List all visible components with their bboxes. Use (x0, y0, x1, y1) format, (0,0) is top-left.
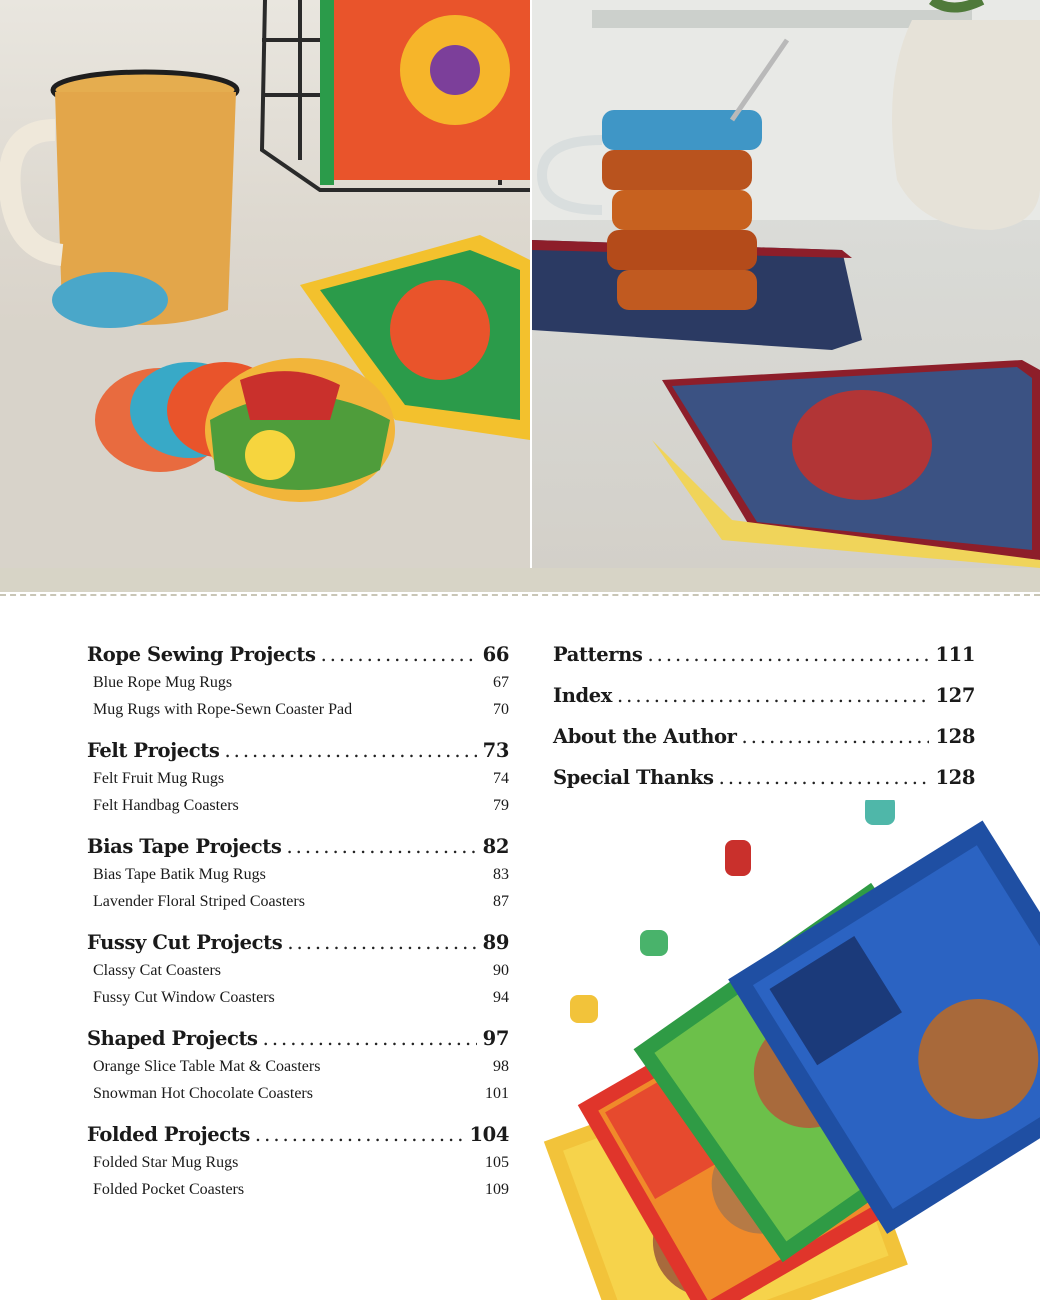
toc-entry-label: Bias Tape Batik Mug Rugs (93, 866, 266, 883)
dot-leader (263, 1024, 477, 1053)
toc-section (87, 928, 509, 1011)
toc-entry-page: 83 (493, 866, 509, 883)
toc-section (87, 640, 509, 723)
toc-entry[interactable] (87, 957, 509, 984)
dot-leader (742, 722, 930, 751)
toc-entry-label: Felt Handbag Coasters (93, 797, 239, 814)
toc-entry-page: 74 (493, 770, 509, 787)
toc-entry-page: 109 (485, 1181, 509, 1198)
toc-section-title: Index (553, 684, 612, 707)
toc-entry[interactable] (87, 792, 509, 819)
toc-section-heading[interactable] (87, 736, 509, 765)
toc-entry-page: 105 (485, 1154, 509, 1171)
toc-entry[interactable] (87, 1176, 509, 1203)
dot-leader (617, 681, 930, 710)
toc-entry-label: Blue Rope Mug Rugs (93, 674, 233, 691)
toc-section-title: About the Author (553, 725, 737, 748)
toc-section-heading[interactable] (87, 1024, 509, 1053)
toc-entry-label: Mug Rugs with Rope-Sewn Coaster Pad (93, 701, 353, 718)
toc-entry-label: Folded Star Mug Rugs (93, 1154, 239, 1171)
toc-entry-label: Folded Pocket Coasters (93, 1181, 245, 1198)
toc-entry[interactable] (87, 1053, 509, 1080)
toc-entry[interactable] (87, 669, 509, 696)
dot-leader (321, 640, 477, 669)
toc-entry-label: Lavender Floral Striped Coasters (93, 893, 305, 910)
toc-entry-label: Orange Slice Table Mat & Coasters (93, 1058, 321, 1075)
toc-section (87, 832, 509, 915)
toc-section-heading[interactable] (87, 1120, 509, 1149)
toc-section (87, 1024, 509, 1107)
toc-section-title: Rope Sewing Projects (87, 643, 316, 666)
photo-denim-coasters (532, 0, 1040, 568)
toc-entry-page: 79 (493, 797, 509, 814)
toc-section-heading[interactable] (553, 681, 975, 710)
toc-entry-page: 87 (493, 893, 509, 910)
toc-section-title: Shaped Projects (87, 1027, 258, 1050)
toc-section-page: 128 (935, 766, 975, 789)
divider-band (0, 568, 1040, 592)
toc-section-page: 97 (482, 1027, 509, 1050)
toc-right-column (553, 640, 975, 804)
toc-section-heading[interactable] (553, 763, 975, 792)
toc-entry-label: Classy Cat Coasters (93, 962, 221, 979)
photo-patchwork-coasters (500, 800, 1040, 1300)
toc-entry-label: Snowman Hot Chocolate Coasters (93, 1085, 313, 1102)
toc-entry-page: 70 (493, 701, 509, 718)
toc-entry-label: Felt Fruit Mug Rugs (93, 770, 225, 787)
toc-section-heading[interactable] (553, 640, 975, 669)
dot-leader (719, 763, 930, 792)
toc-section-heading[interactable] (87, 928, 509, 957)
toc-entry[interactable] (87, 1080, 509, 1107)
toc-section-title: Special Thanks (553, 766, 714, 789)
toc-section-heading[interactable] (87, 640, 509, 669)
toc-left-column (87, 640, 509, 1216)
toc-entry-page: 101 (485, 1085, 509, 1102)
toc-entry[interactable] (87, 1149, 509, 1176)
toc-section-page: 82 (482, 835, 509, 858)
toc-section-page: 111 (935, 643, 975, 666)
dot-leader (255, 1120, 464, 1149)
toc-section-title: Patterns (553, 643, 643, 666)
toc-section-page: 127 (935, 684, 975, 707)
toc-entry-label: Fussy Cut Window Coasters (93, 989, 275, 1006)
toc-entry[interactable] (87, 861, 509, 888)
toc-section-page: 89 (482, 931, 509, 954)
toc-entry-page: 90 (493, 962, 509, 979)
toc-section-title: Fussy Cut Projects (87, 931, 283, 954)
toc-entry[interactable] (87, 696, 509, 723)
toc-entry-page: 67 (493, 674, 509, 691)
dot-leader (647, 640, 929, 669)
toc-entry[interactable] (87, 888, 509, 915)
toc-section-page: 66 (482, 643, 509, 666)
dot-leader (287, 928, 476, 957)
toc-section-page: 104 (469, 1123, 509, 1146)
toc-section-heading[interactable] (553, 722, 975, 751)
toc-section-title: Bias Tape Projects (87, 835, 282, 858)
toc-entry[interactable] (87, 984, 509, 1011)
toc-section-page: 73 (482, 739, 509, 762)
toc-section (87, 736, 509, 819)
photo-mug-and-felt-coasters (0, 0, 530, 568)
dot-leader (286, 832, 476, 861)
toc-section-title: Felt Projects (87, 739, 220, 762)
toc-section (87, 1120, 509, 1203)
toc-section-heading[interactable] (87, 832, 509, 861)
toc-section-page: 128 (935, 725, 975, 748)
dot-leader (224, 736, 476, 765)
toc-entry[interactable] (87, 765, 509, 792)
toc-section-title: Folded Projects (87, 1123, 250, 1146)
toc-entry-page: 94 (493, 989, 509, 1006)
toc-entry-page: 98 (493, 1058, 509, 1075)
